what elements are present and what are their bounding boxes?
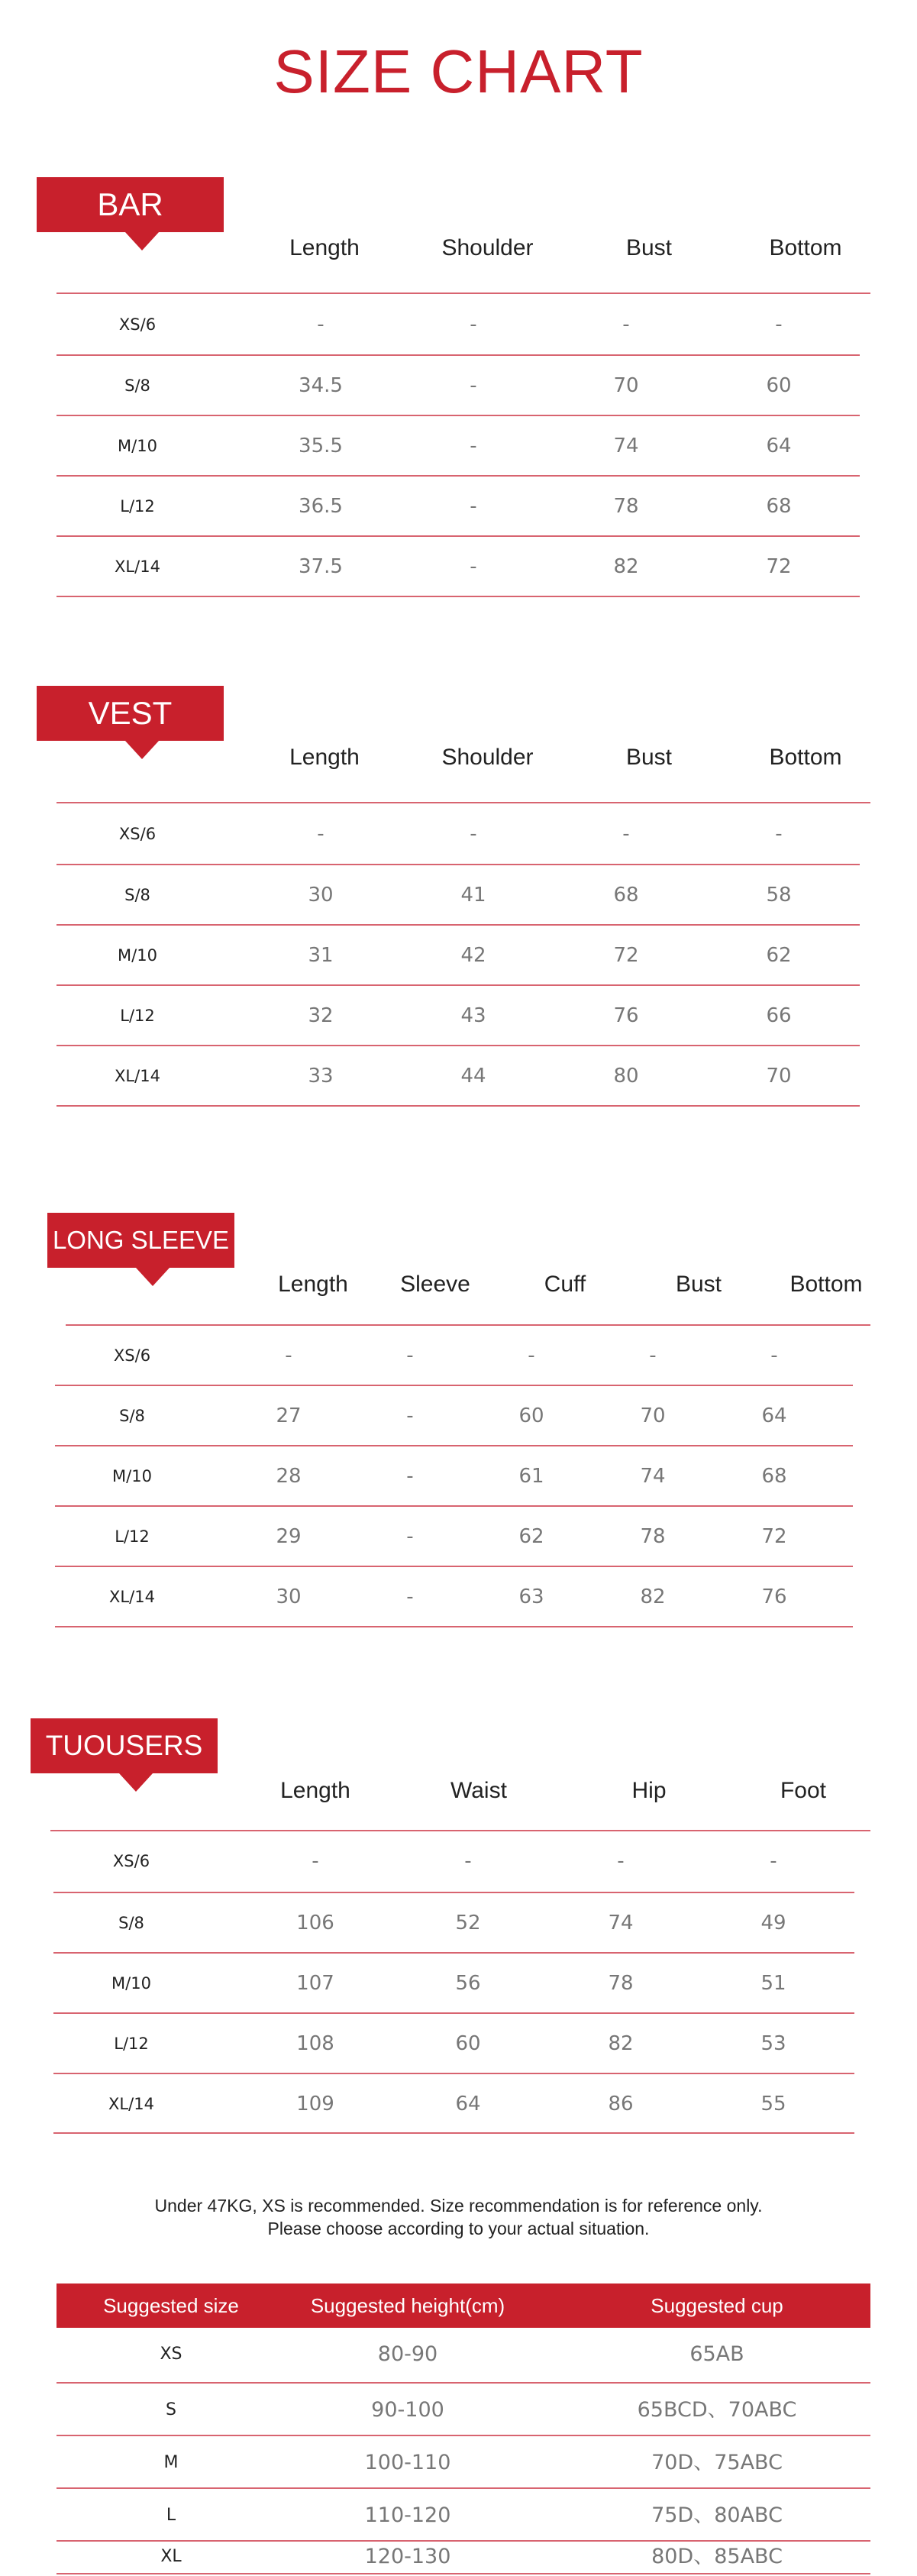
row-size: L/12 <box>114 2035 149 2053</box>
column-header: Suggested height(cm) <box>310 2294 505 2317</box>
column-header: Sleeve <box>400 1272 470 1297</box>
row-size: XS/6 <box>113 1346 151 1365</box>
table-cell: 68 <box>613 884 639 907</box>
table-cell: - <box>406 1344 414 1367</box>
column-header: Shoulder <box>441 235 534 260</box>
table-cell: - <box>406 1404 414 1427</box>
suggested-height: 90-100 <box>371 2398 444 2422</box>
table-cell: 27 <box>276 1404 302 1427</box>
suggested-size: M <box>163 2453 179 2472</box>
table-row <box>0 1831 917 1891</box>
table-cell: - <box>312 1850 319 1873</box>
column-header: Waist <box>450 1778 507 1803</box>
table-cell: - <box>775 823 783 845</box>
table-cell: - <box>470 823 477 845</box>
column-header: Suggested cup <box>651 2294 783 2317</box>
table-row <box>0 2436 917 2490</box>
table-cell: 78 <box>608 1972 634 1995</box>
column-header: Bottom <box>769 235 842 260</box>
column-header: Bottom <box>789 1272 863 1297</box>
table-row <box>0 1954 917 2013</box>
row-size: XL/14 <box>109 1588 155 1606</box>
table-cell: 106 <box>296 1912 334 1934</box>
table-cell: 82 <box>613 555 639 578</box>
row-size: XS/6 <box>112 1852 150 1870</box>
table-cell: - <box>317 823 325 845</box>
row-size: L/12 <box>120 1007 155 1025</box>
table-cell: - <box>470 374 477 397</box>
table-cell: 35.5 <box>299 435 343 457</box>
table-cell: 43 <box>460 1004 486 1027</box>
table-cell: - <box>406 1465 414 1488</box>
column-header: Length <box>289 235 360 260</box>
table-cell: 56 <box>455 1972 481 1995</box>
table-cell: - <box>775 313 783 336</box>
suggested-height: 80-90 <box>377 2342 438 2366</box>
column-header: Bust <box>625 235 673 260</box>
table-cell: - <box>528 1344 535 1367</box>
suggested-height: 100-110 <box>364 2451 451 2474</box>
column-header: Hip <box>631 1778 667 1803</box>
table-row <box>0 2074 917 2134</box>
table-cell: 64 <box>761 1404 787 1427</box>
suggested-size: L <box>166 2506 176 2525</box>
column-header: Bust <box>675 1272 722 1297</box>
table-cell: 78 <box>613 495 639 518</box>
suggested-cup: 65AB <box>689 2342 744 2366</box>
table-cell: - <box>317 313 325 336</box>
table-cell: 66 <box>766 1004 792 1027</box>
table-cell: 70 <box>613 374 639 397</box>
table-cell: 53 <box>760 2032 786 2055</box>
suggested-size: XS <box>160 2345 182 2364</box>
section-tag-trousers: TUOUSERS <box>31 1718 218 1773</box>
table-cell: 64 <box>455 2093 481 2115</box>
table-cell: 76 <box>761 1585 787 1608</box>
table-cell: 70 <box>766 1065 792 1088</box>
column-header: Foot <box>780 1778 827 1803</box>
table-cell: 31 <box>308 944 334 967</box>
note-line: Under 47KG, XS is recommended. Size recommendation is for reference only. <box>154 2196 763 2216</box>
table-cell: - <box>464 1850 472 1873</box>
table-row <box>0 2014 917 2073</box>
table-cell: 30 <box>308 884 334 907</box>
table-cell: - <box>622 823 630 845</box>
table-cell: 82 <box>640 1585 666 1608</box>
table-cell: 41 <box>460 884 486 907</box>
row-size: S/8 <box>124 377 150 395</box>
suggested-size: S <box>166 2400 176 2419</box>
row-size: S/8 <box>119 1407 145 1425</box>
table-cell: - <box>649 1344 657 1367</box>
row-size: M/10 <box>118 437 157 455</box>
table-row <box>0 2489 917 2542</box>
table-cell: 74 <box>640 1465 666 1488</box>
row-size: M/10 <box>118 946 157 965</box>
column-header: Suggested size <box>103 2294 239 2317</box>
table-row <box>0 2542 917 2572</box>
column-header: Bust <box>625 745 673 770</box>
table-cell: 42 <box>460 944 486 967</box>
row-size: XL/14 <box>108 2095 154 2113</box>
table-cell: - <box>617 1850 625 1873</box>
column-header: Length <box>278 1272 348 1297</box>
row-size: M/10 <box>111 1974 151 1993</box>
table-cell: 80 <box>613 1065 639 1088</box>
table-cell: - <box>770 1344 778 1367</box>
column-header: Length <box>280 1778 350 1803</box>
table-cell: - <box>406 1585 414 1608</box>
section-tag-vest: VEST <box>37 686 224 741</box>
table-row <box>0 1893 917 1953</box>
table-cell: 76 <box>613 1004 639 1027</box>
table-cell: 30 <box>276 1585 302 1608</box>
table-cell: 63 <box>518 1585 544 1608</box>
row-size: S/8 <box>118 1914 144 1932</box>
table-cell: 32 <box>308 1004 334 1027</box>
row-size: L/12 <box>120 497 155 516</box>
table-cell: 70 <box>640 1404 666 1427</box>
note-line: Please choose according to your actual situation. <box>267 2219 650 2238</box>
table-cell: 68 <box>766 495 792 518</box>
column-header: Length <box>289 745 360 770</box>
table-cell: - <box>622 313 630 336</box>
table-cell: 62 <box>518 1525 544 1548</box>
table-cell: - <box>770 1850 777 1873</box>
row-size: L/12 <box>115 1527 150 1546</box>
recommendation-note <box>0 2194 917 2240</box>
table-cell: 82 <box>608 2032 634 2055</box>
table-cell: - <box>470 313 477 336</box>
table-row <box>0 2384 917 2437</box>
table-cell: 44 <box>460 1065 486 1088</box>
table-cell: 34.5 <box>299 374 343 397</box>
row-size: XS/6 <box>118 315 157 334</box>
row-size: S/8 <box>124 886 150 904</box>
table-cell: 33 <box>308 1065 334 1088</box>
suggested-cup: 70D、75ABC <box>651 2451 783 2474</box>
table-cell: 78 <box>640 1525 666 1548</box>
table-cell: 74 <box>608 1912 634 1934</box>
table-cell: - <box>285 1344 292 1367</box>
suggested-cup: 65BCD、70ABC <box>637 2398 797 2422</box>
column-header: Shoulder <box>441 745 534 770</box>
table-cell: 107 <box>296 1972 334 1995</box>
column-header: Cuff <box>544 1272 586 1297</box>
table-rule <box>57 2573 870 2574</box>
table-cell: 60 <box>455 2032 481 2055</box>
table-cell: 58 <box>766 884 792 907</box>
suggested-table-header <box>57 2283 870 2328</box>
table-cell: 60 <box>766 374 792 397</box>
table-cell: 55 <box>760 2093 786 2115</box>
suggested-cup: 75D、80ABC <box>651 2503 783 2527</box>
table-cell: 64 <box>766 435 792 457</box>
table-cell: 52 <box>455 1912 481 1934</box>
page-title: SIZE CHART <box>273 37 644 105</box>
table-cell: 51 <box>760 1972 786 1995</box>
table-cell: - <box>406 1525 414 1548</box>
table-cell: 61 <box>518 1465 544 1488</box>
table-cell: - <box>470 555 477 578</box>
row-size: XL/14 <box>115 1067 160 1085</box>
row-size: XS/6 <box>118 825 157 843</box>
table-cell: 60 <box>518 1404 544 1427</box>
section-tag-bar: BAR <box>37 177 224 232</box>
table-cell: 28 <box>276 1465 302 1488</box>
suggested-size: XL <box>160 2547 182 2566</box>
suggested-cup: 80D、85ABC <box>651 2545 783 2568</box>
table-rule <box>53 2132 854 2134</box>
table-cell: 36.5 <box>299 495 343 518</box>
table-cell: 49 <box>760 1912 786 1934</box>
row-size: M/10 <box>112 1467 152 1485</box>
table-cell: 62 <box>766 944 792 967</box>
table-cell: 109 <box>296 2093 334 2115</box>
table-cell: 108 <box>296 2032 334 2055</box>
suggested-height: 120-130 <box>364 2545 451 2568</box>
table-cell: - <box>470 435 477 457</box>
table-cell: 68 <box>761 1465 787 1488</box>
table-cell: - <box>470 495 477 518</box>
table-cell: 37.5 <box>299 555 343 578</box>
table-cell: 72 <box>613 944 639 967</box>
table-cell: 72 <box>766 555 792 578</box>
table-cell: 29 <box>276 1525 302 1548</box>
table-row <box>0 2328 917 2381</box>
table-cell: 74 <box>613 435 639 457</box>
table-cell: 86 <box>608 2093 634 2115</box>
suggested-height: 110-120 <box>364 2503 451 2527</box>
table-cell: 72 <box>761 1525 787 1548</box>
section-tag-long-sleeve: LONG SLEEVE <box>47 1213 234 1268</box>
column-header: Bottom <box>769 745 842 770</box>
row-size: XL/14 <box>115 558 160 576</box>
